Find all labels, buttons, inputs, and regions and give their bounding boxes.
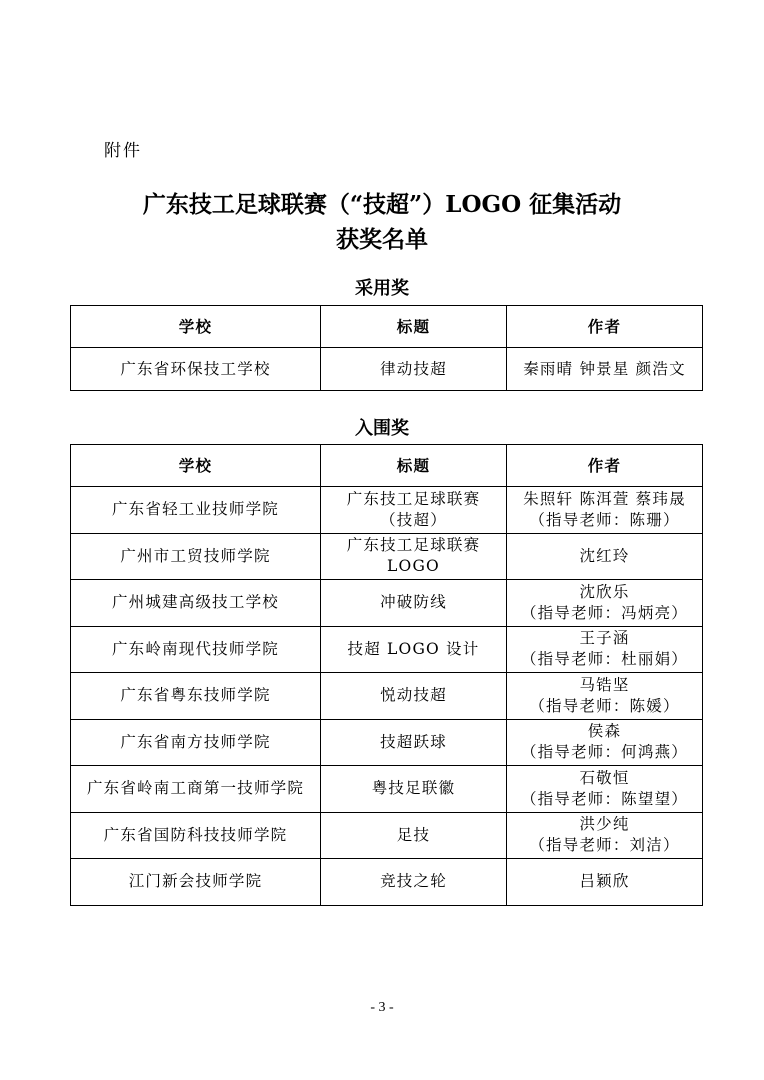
author-cell (507, 626, 703, 673)
table-row (71, 719, 703, 766)
table-row (71, 348, 703, 391)
author-cell-text: （指导老师：陈珊） (529, 510, 680, 529)
author-cell-text: 沈红玲 (579, 546, 630, 565)
title-cell (321, 348, 507, 391)
header-author: 作者 (507, 306, 703, 348)
title-cell-text: 足技 (396, 825, 431, 844)
table-row (71, 487, 703, 534)
title-cell-text: （技超） (380, 510, 447, 529)
header-school: 学校 (71, 445, 321, 487)
author-cell (507, 859, 703, 906)
title-cell-text: 技超跃球 (380, 732, 447, 751)
title-cell (321, 812, 507, 859)
author-cell (507, 580, 703, 627)
title-cell (321, 859, 507, 906)
table-row (71, 580, 703, 627)
table-header-row (71, 445, 703, 487)
author-cell (507, 487, 703, 534)
table-row (71, 533, 703, 580)
finalist-award-heading: 入围奖 (355, 418, 409, 439)
title-cell (321, 533, 507, 580)
author-cell-text: 朱照轩 陈洱萱 蔡玮晟 (523, 489, 686, 508)
school-cell (71, 812, 321, 859)
school-cell-text: 广东省南方技师学院 (120, 732, 271, 751)
school-cell (71, 766, 321, 813)
author-cell-text: （指导老师：刘洁） (529, 836, 680, 855)
title-cell (321, 626, 507, 673)
school-cell-text: 广东省环保技工学校 (120, 359, 271, 378)
school-cell (71, 859, 321, 906)
school-cell-text: 广东省国防科技技师学院 (103, 825, 288, 844)
school-cell (71, 673, 321, 720)
title-cell-text: 律动技超 (380, 359, 447, 378)
author-cell-text: 侯森 (587, 722, 622, 741)
school-cell (71, 533, 321, 580)
title-cell-text: 技超 LOGO 设计 (347, 639, 480, 658)
school-cell-text: 广州市工贸技师学院 (120, 546, 271, 565)
document-subtitle: 获奖名单 (336, 226, 428, 253)
title-cell (321, 766, 507, 813)
finalist-award-table (70, 444, 703, 906)
school-cell (71, 487, 321, 534)
school-cell-text: 广东岭南现代技师学院 (111, 639, 279, 658)
title-cell-text: 竞技之轮 (380, 872, 447, 891)
table-row (71, 766, 703, 813)
header-title: 标题 (321, 445, 507, 487)
school-cell (71, 348, 321, 391)
author-cell-text: （指导老师：何鸿燕） (520, 743, 688, 762)
author-cell (507, 348, 703, 391)
school-cell-text: 江门新会技师学院 (128, 872, 263, 891)
author-cell-text: （指导老师：杜丽娟） (520, 650, 688, 669)
school-cell (71, 719, 321, 766)
title-cell-text: 冲破防线 (380, 593, 447, 612)
header-title: 标题 (321, 306, 507, 348)
author-cell-text: 洪少纯 (579, 815, 630, 834)
school-cell-text: 广东省岭南工商第一技师学院 (86, 779, 305, 798)
title-cell-text: 广东技工足球联赛 (346, 489, 481, 508)
adopted-award-heading: 采用奖 (355, 278, 409, 299)
table-row (71, 626, 703, 673)
title-cell (321, 719, 507, 766)
school-cell (71, 580, 321, 627)
author-cell-text: （指导老师：陈望望） (520, 789, 688, 808)
author-cell-text: （指导老师：陈媛） (529, 696, 680, 715)
attachment-label: 附件 (104, 141, 142, 161)
header-school: 学校 (71, 306, 321, 348)
author-cell (507, 533, 703, 580)
author-cell (507, 766, 703, 813)
author-cell-text: 沈欣乐 (579, 582, 630, 601)
school-cell-text: 广东省轻工业技师学院 (111, 500, 279, 519)
adopted-award-table (70, 305, 703, 391)
title-cell (321, 673, 507, 720)
header-author: 作者 (507, 445, 703, 487)
title-cell-text: 粤技足联徽 (371, 779, 456, 798)
title-cell-text: LOGO (387, 557, 440, 576)
author-cell-text: 石敬恒 (579, 768, 630, 787)
school-cell-text: 广州城建高级技工学校 (111, 593, 279, 612)
table-header-row (71, 306, 703, 348)
author-cell-text: 吕颖欣 (579, 872, 630, 891)
author-cell-text: 王子涵 (579, 629, 630, 648)
author-cell-text: 马锆坚 (579, 675, 630, 694)
title-cell-text: 广东技工足球联赛 (346, 536, 481, 555)
school-cell-text: 广东省粤东技师学院 (120, 686, 271, 705)
title-cell (321, 487, 507, 534)
table-row (71, 859, 703, 906)
page-number: - 3 - (370, 1000, 394, 1015)
table-row (71, 673, 703, 720)
title-cell-text: 悦动技超 (380, 686, 447, 705)
document-title: 广东技工足球联赛（“技超”）LOGO 征集活动 (142, 191, 622, 218)
school-cell (71, 626, 321, 673)
author-cell-text: 秦雨晴 钟景星 颜浩文 (523, 359, 686, 378)
author-cell (507, 673, 703, 720)
author-cell-text: （指导老师：冯炳亮） (520, 603, 688, 622)
table-row (71, 812, 703, 859)
author-cell (507, 812, 703, 859)
author-cell (507, 719, 703, 766)
title-cell (321, 580, 507, 627)
